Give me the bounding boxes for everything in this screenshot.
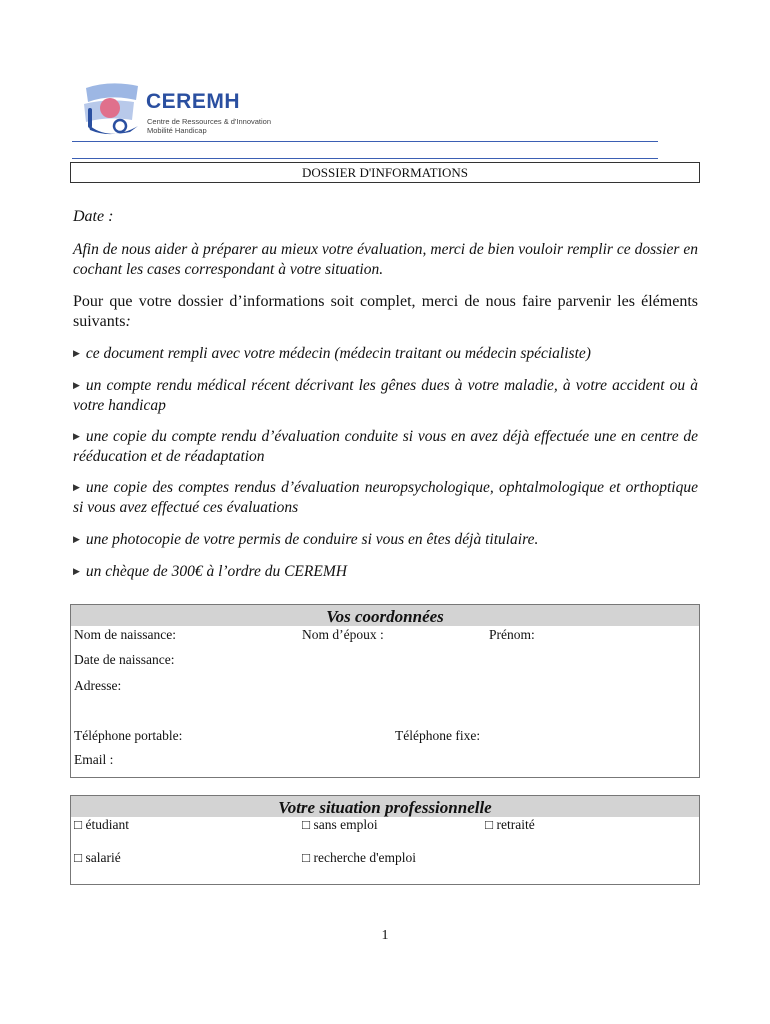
checkbox-icon[interactable]: □ [74, 850, 83, 865]
logo-mark-icon [80, 80, 144, 140]
option-job-seeking[interactable] [302, 850, 416, 866]
header-divider-top [72, 141, 658, 142]
date-label: Date : [73, 208, 114, 225]
list-item-text: une copie des comptes rendus d’évaluation neuropsychologique, ophtalmologique et orthoptique si vous avez effectué ces évaluations [73, 479, 698, 516]
field-email[interactable]: Email : [74, 752, 114, 767]
bullet-triangle-icon: ▶ [73, 380, 80, 390]
field-mobile-phone[interactable]: Téléphone portable: [74, 728, 183, 743]
list-item-text: ce document rempli avec votre médecin (médecin traitant ou médecin spécialiste) [85, 345, 591, 362]
bullet-triangle-icon: ▶ [73, 534, 80, 544]
option-label: recherche d'emploi [313, 850, 417, 865]
required-items-text: Pour que votre dossier d’informations soit complet, merci de nous faire parvenir les éléments suivants [73, 293, 698, 330]
ceremh-logo [80, 80, 280, 140]
page-number: 1 [381, 928, 389, 943]
bullet-triangle-icon: ▶ [73, 566, 80, 576]
required-items-intro [73, 292, 698, 332]
field-landline-phone[interactable]: Téléphone fixe: [395, 728, 481, 743]
required-items-colon: : [125, 313, 131, 330]
field-spouse-name[interactable]: Nom d’époux : [302, 627, 384, 642]
list-item-text: une photocopie de votre permis de conduire si vous en êtes déjà titulaire. [85, 531, 539, 548]
list-item [73, 375, 698, 416]
list-item [73, 426, 698, 467]
checkbox-icon[interactable]: □ [485, 817, 494, 832]
document-title: DOSSIER D'INFORMATIONS [70, 162, 700, 183]
option-label: retraité [496, 817, 535, 832]
option-retired[interactable] [485, 817, 535, 833]
checkbox-icon[interactable]: □ [302, 817, 311, 832]
list-item [73, 529, 698, 550]
option-unemployed[interactable] [302, 817, 378, 833]
logo-name: CEREMH [146, 90, 241, 113]
checkbox-icon[interactable]: □ [74, 817, 83, 832]
situation-section-title: Votre situation professionnelle [71, 796, 699, 817]
option-student[interactable] [74, 817, 129, 833]
header-divider-bottom [72, 158, 658, 159]
list-item-text: une copie du compte rendu d’évaluation conduite si vous en avez déjà effectuée une en centre de rééducation et de réadaptation [73, 428, 698, 465]
list-item [73, 561, 698, 582]
bullet-triangle-icon: ▶ [73, 482, 80, 492]
option-label: salarié [85, 850, 121, 865]
field-address[interactable]: Adresse: [74, 678, 122, 693]
option-employee[interactable] [74, 850, 121, 866]
field-first-name[interactable]: Prénom: [489, 627, 535, 642]
coordinates-section-title: Vos coordonnées [71, 605, 699, 626]
option-label: sans emploi [313, 817, 378, 832]
list-item-text: un compte rendu médical récent décrivant les gênes dues à votre maladie, à votre accident ou à votre handicap [73, 377, 698, 414]
option-label: étudiant [85, 817, 130, 832]
bullet-triangle-icon: ▶ [73, 431, 80, 441]
list-item-text: un chèque de 300€ à l’ordre du CEREMH [85, 563, 347, 580]
coordinates-section [70, 604, 700, 778]
logo-subtitle-line2: Mobilité Handicap [147, 126, 207, 135]
bullet-triangle-icon: ▶ [73, 348, 80, 358]
field-birth-date[interactable]: Date de naissance: [74, 652, 175, 667]
checkbox-icon[interactable]: □ [302, 850, 311, 865]
field-birth-name[interactable]: Nom de naissance: [74, 627, 176, 642]
intro-paragraph: Afin de nous aider à préparer au mieux votre évaluation, merci de bien vouloir remplir ce dossier en cochant les cases correspondant à votre situation. [73, 241, 698, 278]
professional-situation-section [70, 795, 700, 885]
logo-subtitle-line1: Centre de Ressources & d'Innovation [147, 117, 272, 126]
list-item [73, 343, 698, 364]
list-item [73, 477, 698, 518]
